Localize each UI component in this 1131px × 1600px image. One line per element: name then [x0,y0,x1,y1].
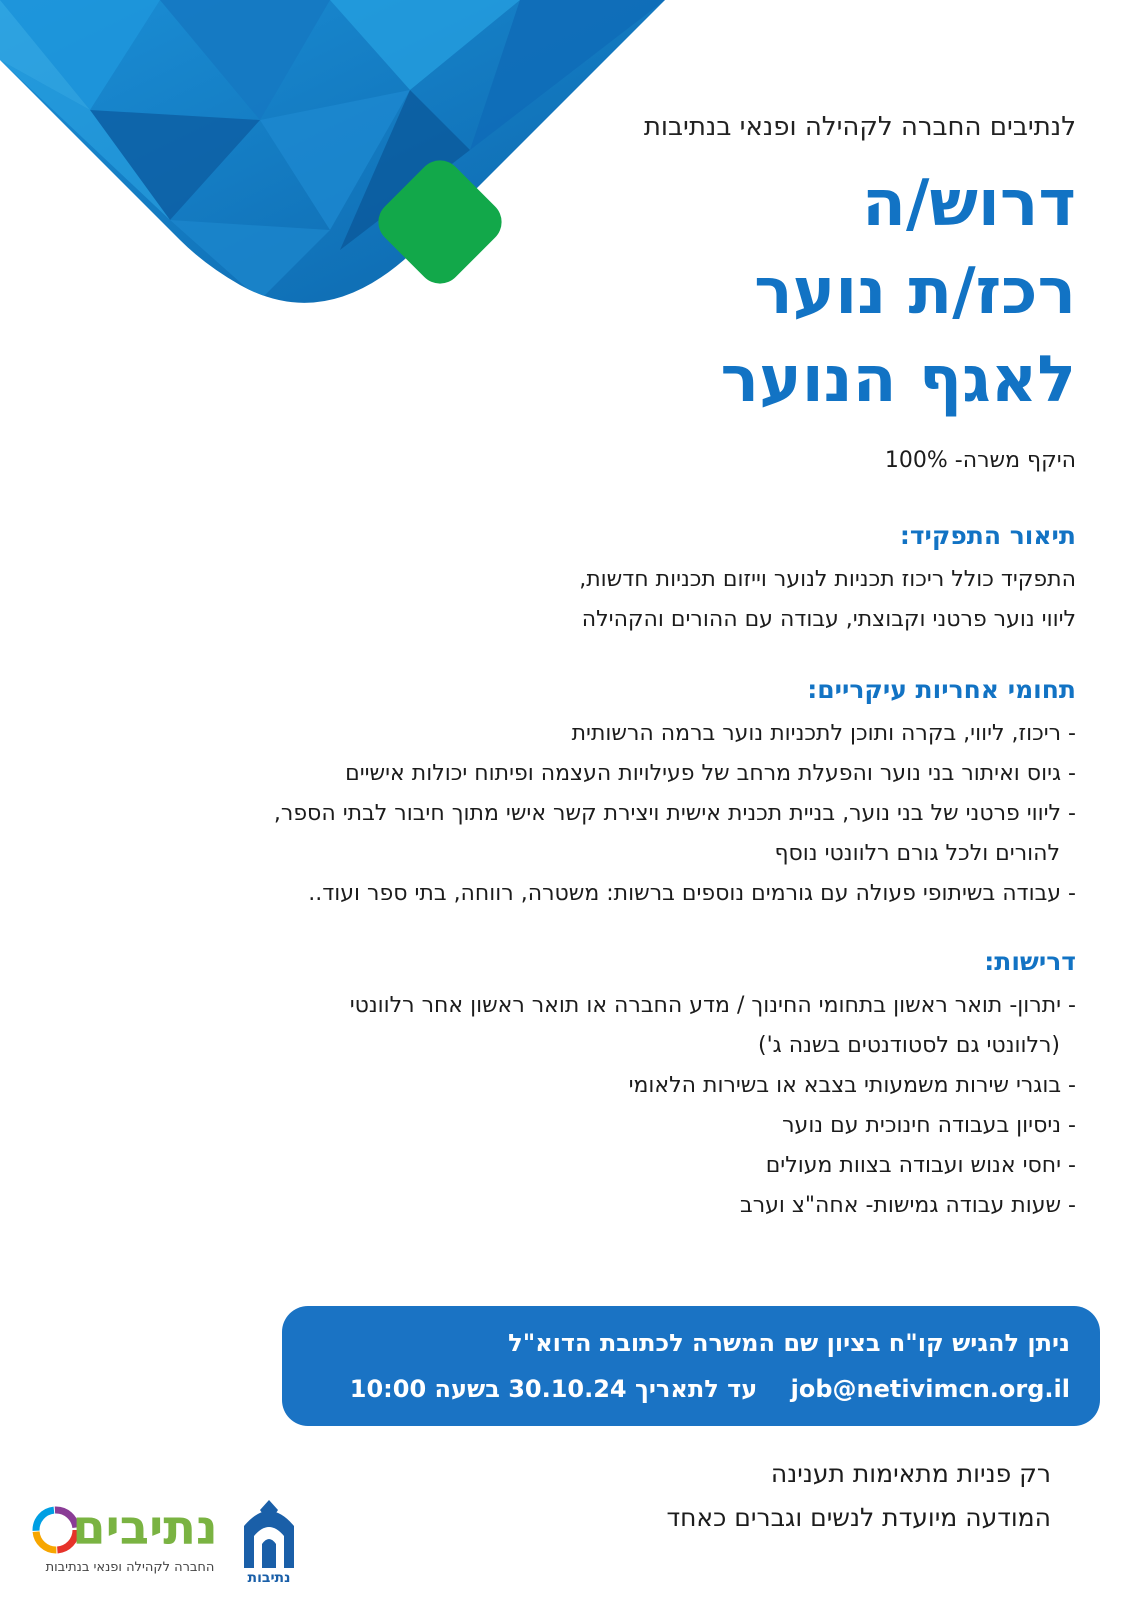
responsibility-item: - גיוס ואיתור בני נוער והפעלת מרחב של פעילויות העצמה ופיתוח יכולות אישיים [345,761,1076,786]
requirement-item: - יחסי אנוש ועבודה בצוות מעולים [765,1153,1076,1178]
job-title-line: דרוש/ה [862,167,1076,241]
job-title-line: רכז/ת נוער [754,255,1076,329]
responsibilities-section [156,672,1076,914]
requirement-item: - בוגרי שירות משמעותי בצבא או בשירות הלאומי [628,1073,1076,1098]
job-title-line: לאגף הנוער [720,343,1076,417]
netivim-logo-subtitle: החברה לקהילה ופנאי בנתיבות [45,1560,215,1575]
requirement-item-continuation: (רלוונטי גם לסטודנטים בשנה ג') [758,1033,1060,1058]
footer-notes [351,1452,1051,1540]
section-heading: תחומי אחריות עיקריים: [807,675,1076,704]
section-heading: דרישות: [984,947,1076,976]
city-emblem-icon [238,1500,300,1570]
application-callout [282,1306,1100,1426]
city-emblem-caption: נתיבות [247,1570,291,1586]
responsibility-item-continuation: להורים ולכל גורם רלוונטי נוסף [774,841,1060,866]
description-section [156,518,1076,640]
section-heading: תיאור התפקיד: [899,521,1076,550]
requirement-item: - יתרון- תואר ראשון בתחומי החינוך / מדע החברה או תואר ראשון אחר רלוונטי [349,993,1076,1018]
netivot-city-emblem [238,1500,300,1588]
responsibility-item: - ליווי פרטני של בני נוער, בניית תכנית אישית ויצירת קשר אישי מתוך חיבור לבתי הספר, [273,801,1076,826]
job-title [376,160,1076,424]
netivim-logo-text: נתיבים [72,1500,218,1556]
requirement-item: - ניסיון בעבודה חינוכית עם נוער [782,1113,1076,1138]
responsibility-item: - ריכוז, ליווי, בקרה ותוכן לתכניות נוער ברמה הרשותית [571,721,1076,746]
description-line: ליווי נוער פרטני וקבוצתי, עבודה עם ההורים והקהילה [581,607,1076,632]
requirement-item: - שעות עבודה גמישות- אחה"צ וערב [739,1193,1076,1218]
application-instructions: ניתן להגיש קו"ח בציון שם המשרה לכתובת הדוא"ל [508,1329,1070,1357]
description-line: התפקיד כולל ריכוז תכניות לנוער וייזום תכניות חדשות, [579,567,1076,592]
note-line: המודעה מיועדת לנשים וגברים כאחד [666,1503,1051,1532]
application-deadline: עד לתאריך 30.10.24 בשעה 10:00 [349,1375,758,1403]
organization-line: לנתיבים החברה לקהילה ופנאי בנתיבות [643,112,1076,142]
application-contact-line [312,1366,1070,1412]
position-scope: היקף משרה- 100% [884,448,1076,473]
note-line: רק פניות מתאימות תענינה [770,1459,1051,1488]
requirements-section [156,944,1076,1226]
email-link[interactable]: job@netivimcn.org.il [790,1375,1070,1403]
responsibility-item: - עבודה בשיתופי פעולה עם גורמים נוספים ברשות: משטרה, רווחה, בתי ספר ועוד.. [308,881,1076,906]
netivim-logo [30,1500,230,1585]
